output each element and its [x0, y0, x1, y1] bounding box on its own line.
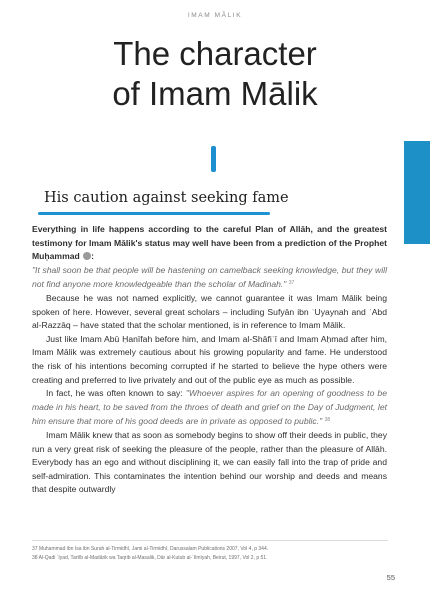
section-heading: His caution against seeking fame: [44, 190, 289, 206]
footnote-divider: [32, 540, 388, 541]
lead-colon: :: [91, 251, 95, 262]
page-number: 55: [386, 573, 395, 582]
paragraph-4: [32, 387, 387, 429]
chapter-title-line1: The character: [113, 35, 317, 72]
pbuh-seal-icon: [83, 252, 91, 260]
chapter-side-tab: [404, 141, 430, 244]
footnote-ref-38: 38: [324, 417, 331, 424]
running-head: IMAM MĀLIK: [187, 12, 243, 19]
hadith-quote: [32, 264, 387, 292]
footnote-38: 38 Al-Qadi ʿIyad, Tartīb al-Madārik wa Taqrib al-Masalik, Dār al-Kutub al-ʿIlmīyah, Beirut, 1997, Vol 2, p 51.: [32, 555, 268, 561]
body-text: [32, 223, 387, 497]
paragraph-3: Just like Imam Abū Ḥanīfah before him, and Imam al-Shāfiʿī and Imam Aḥmad after him, Imam Mālik was extremely cautious about his growing popularity and fame. He understood the risk of his intentions becoming corrupted if he started to believe the hype others were creating and preferred to live privately and out of the public eye as much as possible.: [32, 333, 387, 385]
paragraph-5: Imam Mālik knew that as soon as somebody begins to show off their deeds in public, they run a very great risk of seeking the pleasure of the people, rather than the pleasure of Allāh. Everybody has an ego and without disciplining it, we can easily fall into the trap of pride and self-admiration. This contaminates the intention behind our worship and deeds and means that despite outwardly: [32, 429, 387, 495]
footnote-37: 37 Muhammad ibn Isa ibn Surah al-Tirmidhī, Jami al-Tirmidhī, Darussalam Publications 2007, Vol 4, p 344.: [32, 546, 269, 552]
paragraph-4-intro: In fact, he was often known to say:: [46, 388, 186, 399]
paragraph-2: Because he was not named explicitly, we cannot guarantee it was Imam Mālik being spoken of here. However, several great scholars – including Sufyān ibn ʿUyaynah and ʿAbd al-Razzāq – have stated that the scholar mentioned, is in reference to Imam Mālik.: [32, 292, 387, 331]
lead-text: Everything in life happens according to the careful Plan of Allāh, and the greatest testimony for Imam Mālik's status may well have been from a prediction of the Prophet Muḥammad: [32, 224, 387, 262]
chapter-title-line2: of Imam Mālik: [112, 75, 318, 112]
title-accent-bar: [211, 146, 216, 172]
hadith-quote-text: "It shall soon be that people will be hastening on camelback seeking knowledge, but they will not find anyone more knowledgeable than the scholar of Madinah.": [32, 264, 387, 290]
section-underline: [38, 212, 270, 215]
lead-paragraph: [32, 223, 387, 264]
footnotes: [32, 545, 392, 563]
footnote-ref-37: 37: [288, 280, 295, 287]
chapter-title: [0, 34, 430, 114]
malik-quote: "Whoever aspires for an opening of goodness to be made in his heart, to be saved from the throes of death and grief on the Day of Judgment, let him ensure that more of his good deeds are in private as opposed to public.": [32, 388, 387, 427]
